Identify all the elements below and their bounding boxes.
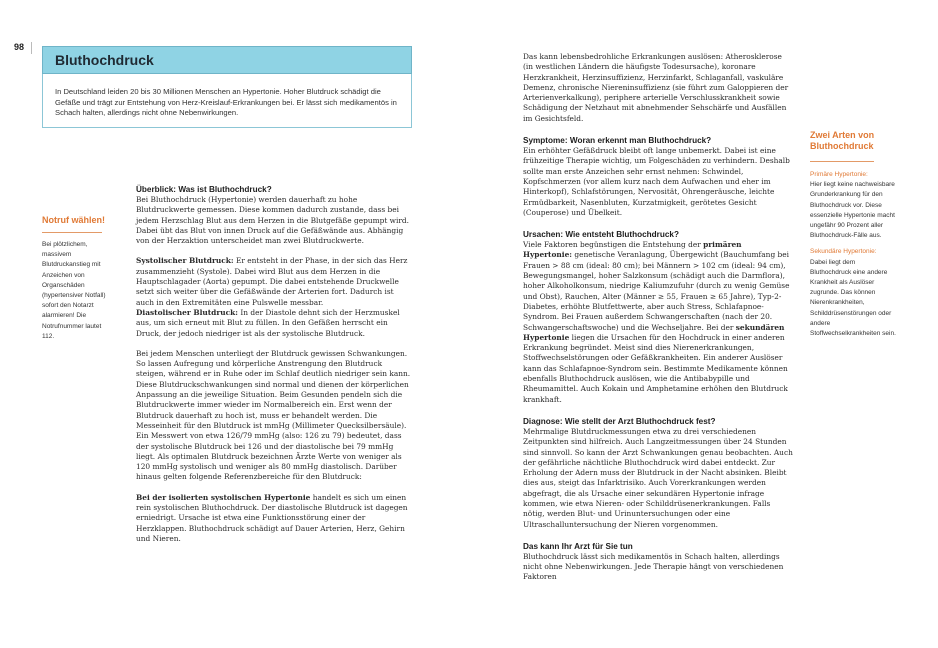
schwankungen-text: Bei jedem Menschen unterliegt der Blutdruck gewissen Schwankungen. So lassen Aufregung und körperliche Anstrengung den Blutdruck steigen, während er in Ruhe oder im Schlaf deutlich niedriger sein kann. Diese Blutdruckschwankungen sind normal und dienen der körperlichen Anpassung an die jeweilige Situation. Beim Gesunden pendeln sich die Blutdruckwerte immer wieder im Normalbereich ein. Erst wenn der Blutdruck dauerhaft zu hoch ist, muss er behandelt werden. Die Messeinheit für den Blutdruck ist mmHg (Millimeter Quecksilbersäule). Ein Messwert von etwa 126/79 mmHg (also: 126 zu 79) bedeutet, dass der systolische Blutdruck bei 126 und der diastolische bei 79 mmHg liegt. Als optimalen Blutdruck bezeichnen Ärzte Werte von weniger als 120 mmHg systolisch und weniger als 80 mmHg diastolisch. Darüber hinaus gelten folgende Referenzbereiche für den Blutdruck: — [136, 348, 411, 482]
ursachen-primary-label: primären Hypertonie: — [523, 240, 742, 260]
title-banner — [42, 46, 412, 74]
symptome-text: Ein erhöhter Gefäßdruck bleibt oft lange unbemerkt. Dabei ist eine frühzeitige Therapie wichtig, um Folgeschäden zu verhindern. Deshalb sollte man erste Anzeichen sehr ernst nehmen: Schwindel, Kopfschmerzen (vor allem kurz nach dem Aufwachen und eher im Hinterkopf), Schlafstörungen, Nervosität, Ohrengeräusche, leichte Ermüdbarkeit, Nasenbluten, Kurzatmigkeit, gerötetes Gesicht (Couperose) und Übelkeit. — [523, 146, 790, 217]
intro-box — [42, 74, 412, 128]
diagnose-text: Mehrmalige Blutdruckmessungen etwa zu drei verschiedenen Zeitpunkten sind hilfreich. Auch Langzeitmessungen über 24 Stunden sind sinnvoll. So kann der Arzt Schwankungen genau beobachten. Auch der gefährliche nächtliche Bluthochdruck wird dabei entdeckt. Zur Erholung der Adern muss der Blutdruck in der Nacht absinken. Bleibt dies aus, steigt das Infarktrisiko. Auch Vorerkrankungen werden abgefragt, die als Ursache einer sekundären Hypertonie infrage kommen, wie etwa Nieren- oder Schilddrüsenerkrankungen. Falls nötig, werden Blut- und Urinuntersuchungen oder eine Ultraschalluntersuchung der Nieren vorgenommen. — [523, 426, 793, 529]
diastolisch-label: Diastolischer Blutdruck: — [136, 307, 238, 317]
secondary-hypertonie-text: Dabei liegt dem Bluthochdruck eine andere Krankheit als Auslöser zugrunde. Das können Nierenkrankheiten, Schilddrüsenstörungen oder andere Stoffwechselkrankheiten sein. — [810, 258, 896, 338]
ursachen-heading: Ursachen: Wie entsteht Bluthochdruck? — [523, 230, 679, 240]
sidebar-notruf-rule — [42, 232, 102, 233]
systolisch-text: Er entsteht in der Phase, in der sich das Herz zusammenzieht (Systole). Dabei wird Blut aus dem Herzen in die Hauptschlagader (Aorta) gepumpt. Die dabei entstehende Druckwelle setzt sich weiter über die Gefäßwände der Arterien fort. Dadurch ist auch in den Extremitäten eine Pulswelle messbar. — [136, 256, 408, 307]
ursachen-text-3: liegen die Ursachen für den Hochdruck in einer anderen Erkrankung begründet. Meist sind dies Nierenerkrankungen, Stoffwechselstörungen oder Gefäßkrankheiten. Ein anderer Auslöser kann das Schlafapnoe-Syndrom sein. Bestimmte Medikamente können ebenfalls Bluthochdruck auslösen, wie die Antibabypille und Rheumamittel. Auch Kokain und Amphetamine erhöhen den Blutdruck krankhaft. — [523, 332, 788, 404]
sidebar-notruf-text: Bei plötzlichem, massivem Blutdruckanstieg mit Anzeichen von Organschäden (hypertensiver Notfall) sofort den Notarzt alarmieren! Die Notrufnummer lautet 112. — [42, 241, 106, 340]
arzt-heading: Das kann Ihr Arzt für Sie tun — [523, 541, 633, 551]
ursachen-text-2: genetische Veranlagung, Übergewicht (Bauchumfang bei Frauen > 88 cm (ideal: 80 cm); bei Männern > 102 cm (ideal: 94 cm), Bewegungsmangel, hoher Salzkonsum (schädigt auch die Darmflora), hoher Alkoholkonsum, niedrige Kaliumzufuhr (durch zu wenig Gemüse und Obst), Rauchen, Alter (Männer ≥ 55, Frauen ≥ 65 Jahre), Typ-2-Diabetes, erhöhte Blutfettwerte, aber auch Stress, Schlafapnoe-Syndrom. Bei Frauen außerdem Schwangerschaften (nach der 20. Schwangerschaftswoche) und die Wechseljahre. Bei der — [523, 250, 790, 332]
left-column — [136, 184, 412, 544]
ueberblick-heading: Überblick: Was ist Bluthochdruck? — [136, 185, 272, 194]
diastolisch-paragraph — [136, 308, 412, 339]
sidebar-zwei-arten — [810, 130, 896, 339]
sidebar-notruf-heading: Notruf wählen! — [42, 215, 105, 225]
arzt-text: Bluthochdruck lässt sich medikamentös in Schach halten, allerdings nicht ohne Nebenwirkungen. Jede Therapie hängt von verschiedenen Faktoren — [523, 551, 784, 582]
sidebar-zwei-arten-heading: Zwei Arten von Bluthochdruck — [810, 130, 875, 151]
sidebar-zwei-arten-rule — [810, 161, 874, 162]
isoliert-text: handelt es sich um einen rein systolischen Bluthochdruck. Der diastolische Blutdruck ist dagegen erniedrigt. Ursache ist etwa eine Funktionsstörung einer der Herzklappen. Bluthochdruck schädigt auf Dauer Arterien, Herz, Gehirn und Nieren. — [136, 492, 408, 543]
intro-text: In Deutschland leiden 20 bis 30 Millionen Menschen an Hypertonie. Hoher Blutdruck schädigt die Gefäße und trägt zur Entstehung von Herz-Kreislauf-Erkrankungen bei. Er lässt sich medikamentös in Schach halten, allerdings nicht ohne Nebenwirkungen. — [55, 87, 397, 118]
systolisch-label: Systolischer Blutdruck: — [136, 256, 234, 266]
page-title: Bluthochdruck — [55, 52, 154, 68]
page-number-divider — [31, 42, 32, 54]
primary-hypertonie-label: Primäre Hypertonie: — [810, 171, 868, 178]
ursachen-text-1: Viele Faktoren begünstigen die Entstehung der — [523, 240, 704, 250]
systolisch-paragraph — [136, 256, 412, 307]
sidebar-notruf — [42, 215, 114, 342]
secondary-hypertonie-label: Sekundäre Hypertonie: — [810, 248, 877, 256]
primary-hypertonie-text: Hier liegt keine nachweisbare Grunderkrankung für den Bluthochdruck vor. Diese essenzielle Hypertonie macht ungefähr 90 Prozent aller Bluthochdruck-Fälle aus. — [810, 181, 895, 240]
isoliert-label: Bei der isolierten systolischen Hypertonie — [136, 492, 311, 502]
isoliert-paragraph — [136, 493, 412, 544]
folgeerkrankungen-text: Das kann lebensbedrohliche Erkrankungen auslösen: Atherosklerose (in westlichen Ländern die häufigste Todesursache), koronare Herzkrankheit, Herzinsuffizienz, Herzinfarkt, Schlaganfall, vaskuläre Demenz, chronische Niereninsuffizienz (sie führt zum Galoppieren der Arterienverkalkung), periphere arterielle Verschlusskrankheit sowie Schädigung der Netzhaut mit abnehmender Sehschärfe und Ausfällen im Gesichtsfeld. — [523, 52, 789, 123]
right-column — [523, 52, 793, 583]
page-number: 98 — [14, 42, 25, 52]
ueberblick-text: Bei Bluthochdruck (Hypertonie) werden dauerhaft zu hohe Blutdruckwerte gemessen. Diese kommen dadurch zustande, dass bei jedem Herzschlag Blut aus dem Herzen in die Blutgefäße gepumpt wird. Dabei übt das Blut von innen Druck auf die Gefäßwände aus. Abhängig von der Herzaktion unterscheidet man zwei Blutdruckwerte. — [136, 195, 409, 246]
ursachen-secondary-label: sekundären Hypertonie — [523, 322, 785, 342]
diastolisch-text: In der Diastole dehnt sich der Herzmuskel aus, um sich erneut mit Blut zu füllen. In den Gefäßen herrscht ein Druck, der jedoch niedriger ist als der systolische Blutdruck. — [136, 307, 400, 338]
ursachen-paragraph — [523, 240, 793, 405]
symptome-heading: Symptome: Woran erkennt man Bluthochdruck? — [523, 136, 712, 146]
diagnose-heading: Diagnose: Wie stellt der Arzt Bluthochdruck fest? — [523, 416, 716, 426]
